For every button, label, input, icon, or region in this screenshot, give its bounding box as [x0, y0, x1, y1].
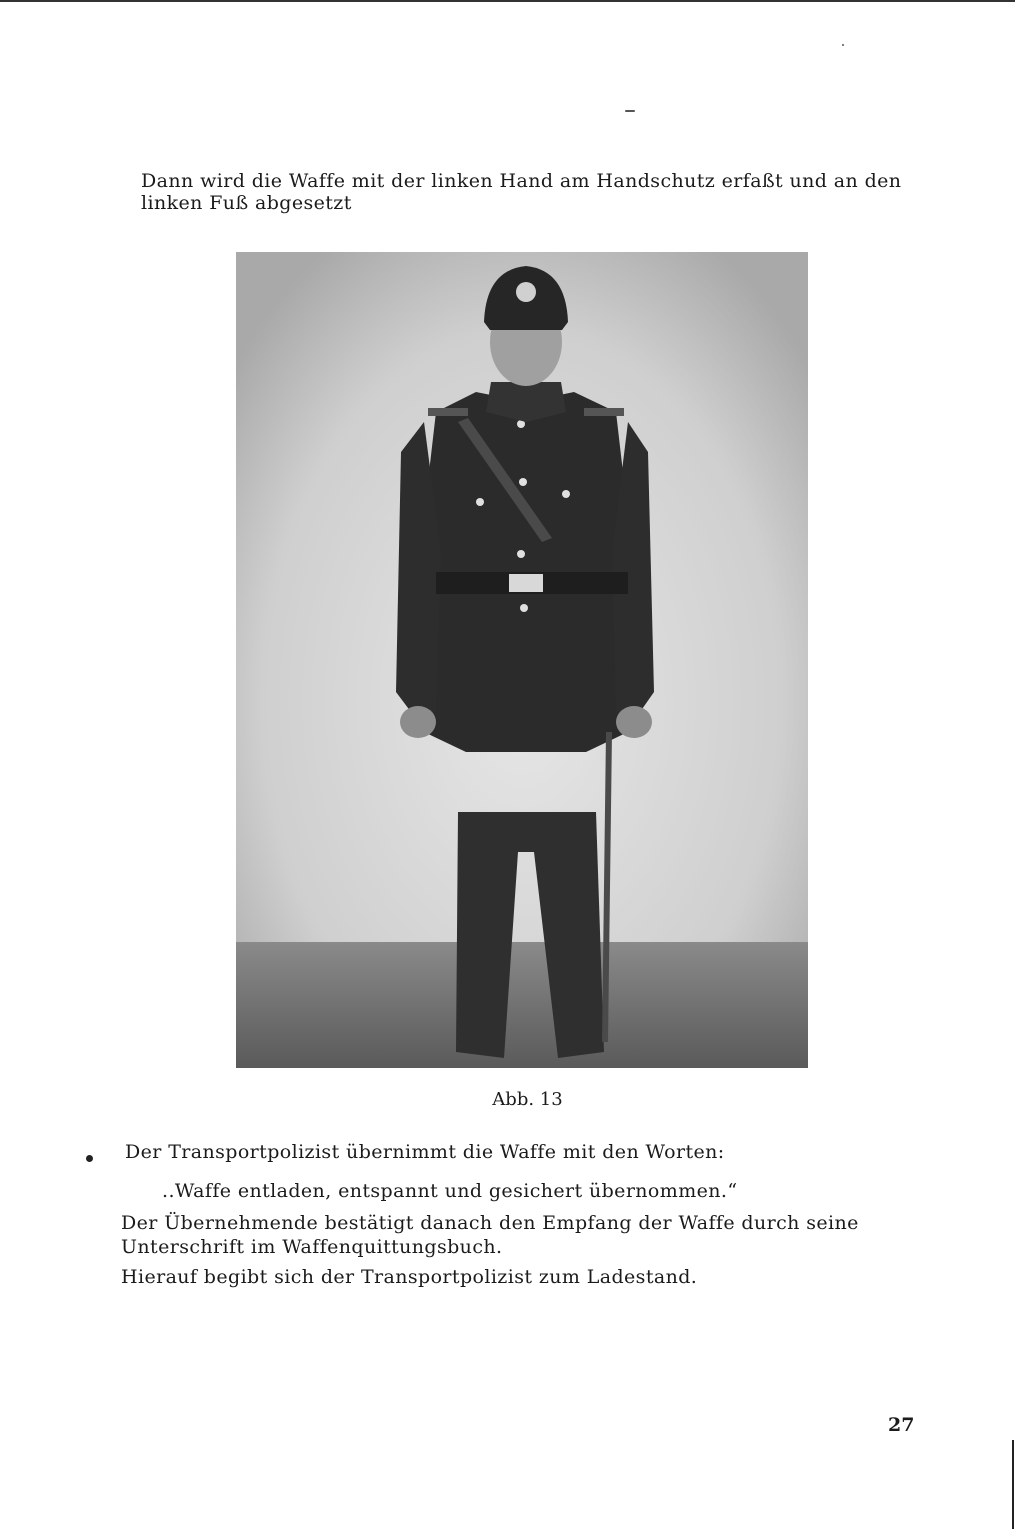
button	[476, 498, 484, 506]
scan-edge-line	[1012, 1440, 1014, 1529]
figure-photo	[236, 252, 808, 1068]
scan-speck	[842, 44, 844, 46]
paragraph-handover: Der Transportpolizist übernimmt die Waffe mit den Worten:	[125, 1141, 725, 1163]
belt-buckle	[509, 574, 543, 592]
scan-edge-line	[0, 0, 1015, 2]
photo-transport-police-officer-icon	[236, 252, 808, 1068]
button	[519, 478, 527, 486]
button	[517, 550, 525, 558]
shoulder-board	[584, 408, 624, 416]
button	[520, 604, 528, 612]
shoulder-board	[428, 408, 468, 416]
button	[562, 490, 570, 498]
officer-left-hand	[400, 706, 436, 738]
officer-right-hand	[616, 706, 652, 738]
paragraph-next-step: Hierauf begibt sich der Transportpolizist zum Ladestand.	[121, 1266, 698, 1288]
bullet-icon	[86, 1155, 93, 1162]
photo-floor	[236, 942, 808, 1068]
scan-speck	[625, 110, 635, 112]
spoken-quote: ..Waffe entladen, entspannt und gesichert übernommen.“	[162, 1180, 738, 1202]
page-number: 27	[888, 1414, 915, 1436]
cap-badge	[516, 282, 536, 302]
paragraph-confirmation: Der Übernehmende bestätigt danach den Empfang der Waffe durch seine Unterschrift im Waffenquittungsbuch.	[121, 1212, 859, 1258]
intro-paragraph: Dann wird die Waffe mit der linken Hand am Handschutz erfaßt und an den linken Fuß abgesetzt	[141, 170, 902, 214]
figure-caption: Abb. 13	[492, 1089, 563, 1110]
